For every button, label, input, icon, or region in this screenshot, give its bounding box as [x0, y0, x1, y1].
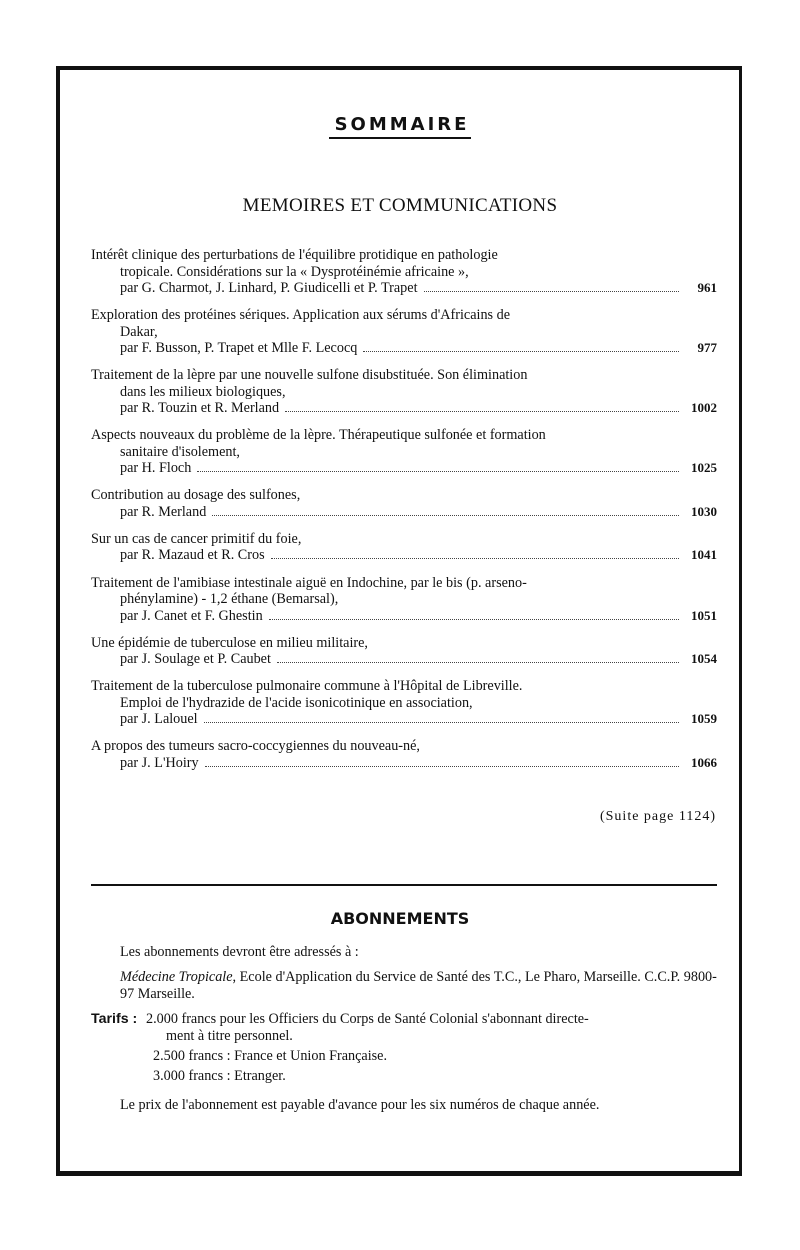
entry-authors-row [91, 340, 717, 357]
entry-title-line: Une épidémie de tuberculose en milieu militaire, [91, 634, 368, 651]
entry-page-number: 1025 [691, 460, 717, 476]
entry-authors-row [91, 547, 717, 564]
entry-authors: par J. Lalouel [120, 711, 198, 728]
entry-authors: par J. Soulage et P. Caubet [120, 651, 271, 668]
entry-title-line: Contribution au dosage des sulfones, [91, 487, 301, 504]
entry-page-number: 961 [697, 280, 717, 295]
toc-entry [91, 738, 717, 771]
abonnements-intro: Les abonnements devront être adressés à : [120, 944, 359, 960]
tarif-officiers-cont: ment à titre personnel. [166, 1028, 293, 1044]
leader-dots [277, 662, 679, 663]
leader-dots [271, 558, 679, 559]
table-of-contents [91, 247, 717, 782]
entry-authors: par J. Canet et F. Ghestin [120, 607, 263, 624]
toc-entry [91, 531, 717, 564]
entry-title-line: Exploration des protéines sériques. Application aux sérums d'Africains de [91, 307, 511, 324]
leader-dots [205, 766, 679, 767]
toc-entry [91, 367, 717, 417]
entry-page-number: 1051 [691, 607, 717, 623]
entry-page-number: 1059 [691, 711, 717, 727]
section-divider [91, 884, 717, 886]
abonnements-address: Médecine Tropicale, Ecole d'Application du Service de Santé des T.C., Le Pharo, Marseille. C.C.P. 9800-97 Marseille. [120, 969, 717, 1002]
entry-page-number: 977 [697, 340, 717, 356]
entry-page-number: 1002 [691, 400, 717, 416]
entry-title-line: Intérêt clinique des perturbations de l'équilibre protidique en pathologie [91, 247, 498, 263]
entry-authors-row [91, 460, 717, 477]
toc-entry [91, 427, 717, 477]
entry-title-line: tropicale. Considérations sur la « Dysprotéinémie africaine », [120, 263, 469, 280]
entry-authors-row [91, 755, 717, 772]
entry-title-line: Traitement de la lèpre par une nouvelle sulfone disubstituée. Son élimination [91, 367, 528, 384]
leader-dots [424, 291, 679, 292]
entry-title-line: Sur un cas de cancer primitif du foie, [91, 530, 302, 547]
entry-title-line: Aspects nouveaux du problème de la lèpre. Thérapeutique sulfonée et formation [91, 427, 546, 444]
leader-dots [204, 722, 679, 723]
entry-page-number: 1030 [691, 503, 717, 519]
leader-dots [269, 619, 679, 620]
entry-authors-row [91, 400, 717, 417]
leader-dots [363, 351, 679, 352]
entry-page-number: 1054 [691, 651, 717, 667]
tarif-etranger: 3.000 francs : Etranger. [153, 1068, 286, 1084]
entry-title-line: Traitement de l'amibiase intestinale aiguë en Indochine, par le bis (p. arseno- [91, 574, 527, 591]
toc-entry [91, 678, 717, 728]
entry-authors: par F. Busson, P. Trapet et Mlle F. Lecocq [120, 340, 358, 357]
entry-title-line: Emploi de l'hydrazide de l'acide isonicotinique en association, [120, 694, 473, 711]
entry-authors: par R. Mazaud et R. Cros [120, 547, 265, 564]
leader-dots [212, 515, 679, 516]
entry-authors: par J. L'Hoiry [120, 754, 199, 771]
toc-entry [91, 247, 717, 297]
entry-title-line: Dakar, [120, 323, 158, 340]
suite-note: (Suite page 1124) [599, 809, 716, 824]
sommaire-heading: SOMMAIRE [0, 114, 800, 139]
entry-authors: par H. Floch [120, 460, 192, 477]
toc-entry [91, 575, 717, 625]
toc-entry [91, 487, 717, 520]
entry-authors: par R. Merland [120, 503, 207, 520]
toc-entry [91, 307, 717, 357]
journal-name: Médecine Tropicale [120, 969, 233, 985]
entry-title-line: Traitement de la tuberculose pulmonaire commune à l'Hôpital de Libreville. [91, 678, 523, 695]
abonnements-title: ABONNEMENTS [330, 909, 470, 928]
entry-page-number: 1041 [691, 547, 717, 563]
tarif-officiers: 2.000 francs pour les Officiers du Corps de Santé Colonial s'abonnant directe- [146, 1011, 589, 1027]
section-title: MEMOIRES ET COMMUNICATIONS [242, 195, 558, 216]
leader-dots [285, 411, 679, 412]
abonnements-section [91, 944, 717, 1122]
entry-authors-row [91, 711, 717, 728]
toc-entry [91, 635, 717, 668]
entry-authors-row [91, 651, 717, 668]
abonnements-footer: Le prix de l'abonnement est payable d'avance pour les six numéros de chaque année. [120, 1097, 600, 1113]
entry-authors-row [91, 608, 717, 625]
entry-title-line: sanitaire d'isolement, [120, 443, 240, 460]
entry-title-line: dans les milieux biologiques, [120, 383, 286, 400]
entry-authors-row [91, 280, 717, 297]
tarifs-label: Tarifs : [91, 1011, 138, 1027]
entry-authors: par G. Charmot, J. Linhard, P. Giudicelli et P. Trapet [120, 280, 418, 296]
entry-authors-row [91, 504, 717, 521]
tarifs-block [91, 1011, 717, 1045]
leader-dots [197, 471, 679, 472]
tarif-france: 2.500 francs : France et Union Française. [153, 1048, 388, 1064]
entry-page-number: 1066 [691, 754, 717, 770]
entry-authors: par R. Touzin et R. Merland [120, 400, 280, 417]
entry-title-line: phénylamine) - 1,2 éthane (Bemarsal), [120, 591, 339, 608]
entry-title-line: A propos des tumeurs sacro-coccygiennes du nouveau-né, [91, 738, 420, 755]
